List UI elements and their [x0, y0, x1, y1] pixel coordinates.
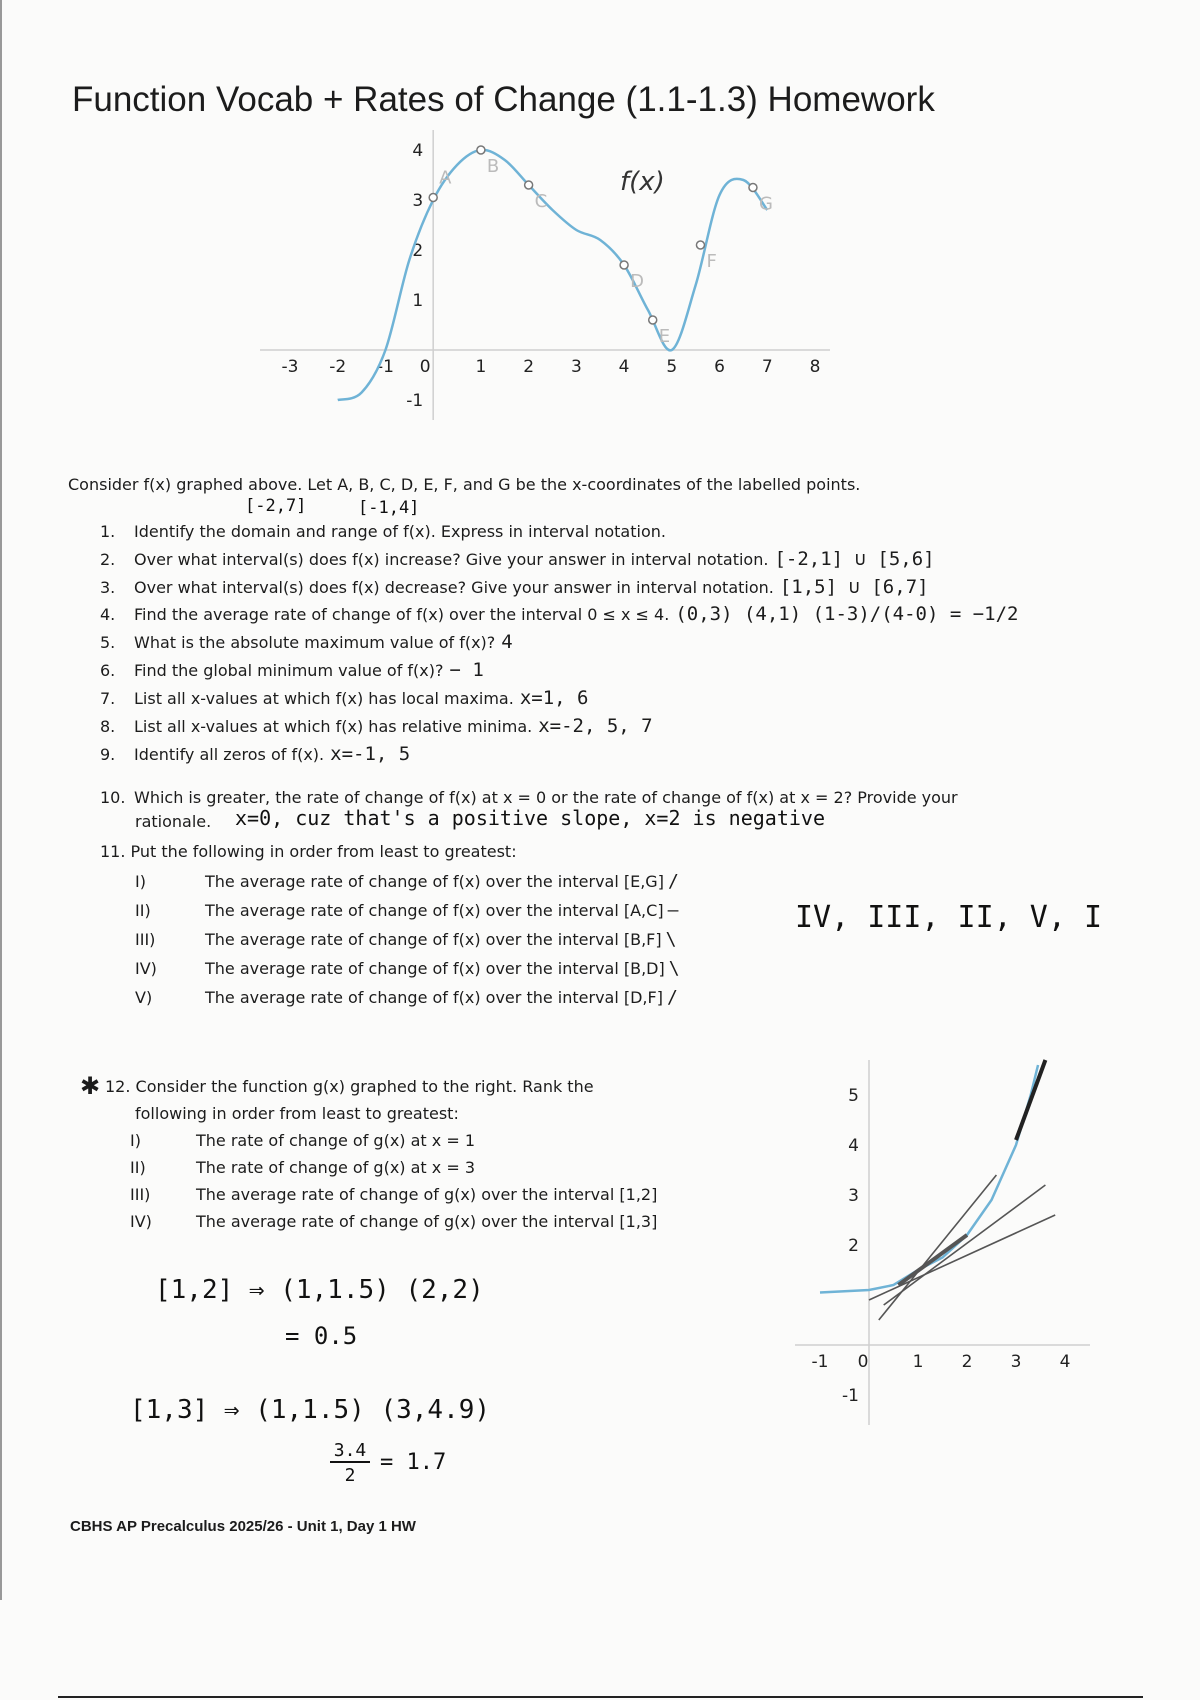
question-answer: x=-2, 5, 7 — [538, 715, 653, 737]
gx-tangent-scribbles — [869, 1060, 1055, 1320]
q11-answer: IV, III, II, V, I — [795, 900, 1103, 935]
footer-text: CBHS AP Precalculus 2025/26 - Unit 1, Day 1 HW — [70, 1518, 416, 1535]
fx-tick-labels — [282, 141, 821, 411]
q11-item-2 — [135, 900, 678, 921]
gx-x-tick: -1 — [811, 1352, 829, 1372]
question-answer: [-2,1] ∪ [5,6] — [774, 548, 935, 570]
question-text: Which is greater, the rate of change of f(x) at x = 0 or the rate of change of f(x) at x = 2? Provide your — [134, 788, 958, 807]
q12-item-roman: I) — [130, 1131, 141, 1150]
fx-x-tick: 8 — [809, 357, 821, 377]
handwritten-domain: [-2,7] — [245, 496, 307, 516]
q12-item-text: The rate of change of g(x) at x = 1 — [196, 1131, 475, 1150]
star-mark: ✱ — [80, 1072, 101, 1100]
fx-point-label: D — [630, 271, 644, 292]
page-left-edge — [0, 0, 2, 1600]
fx-point-label: B — [486, 156, 500, 177]
fx-x-tick: 3 — [570, 357, 582, 377]
fx-curve — [338, 150, 768, 400]
gx-y-tick: 2 — [848, 1236, 859, 1256]
handwritten-range: [-1,4] — [358, 498, 420, 518]
q11-item-mark: \ — [665, 929, 677, 950]
fx-y-tick: 4 — [412, 141, 424, 161]
question-text: Over what interval(s) does f(x) decrease? Give your answer in interval notation. — [134, 578, 774, 597]
q11-item-text: The average rate of change of f(x) over the interval [E,G] — [205, 872, 664, 891]
question-number: 9. — [100, 745, 116, 764]
gx-x-tick: 1 — [912, 1352, 924, 1372]
gx-graph — [795, 1050, 1095, 1430]
q12-item-text: The rate of change of g(x) at x = 3 — [196, 1158, 475, 1177]
question-text: List all x-values at which f(x) has local maxima. — [134, 689, 514, 708]
fx-x-tick: -1 — [376, 357, 394, 377]
fx-x-tick: 6 — [714, 357, 725, 377]
gx-y-tick: 4 — [848, 1136, 859, 1156]
q12-work2-denominator: 2 — [344, 1465, 356, 1486]
fx-y-tick: -1 — [406, 391, 424, 411]
question-6 — [100, 659, 484, 681]
fx-point-marker — [649, 316, 657, 324]
fx-y-tick: 3 — [412, 191, 424, 211]
question-number: 10. — [100, 788, 126, 807]
question-number: 2. — [100, 550, 116, 569]
fx-x-tick: 5 — [666, 357, 678, 377]
q12-work2-line1: [1,3] ⇒ (1,1.5) (3,4.9) — [130, 1395, 491, 1425]
q12-item-roman: IV) — [130, 1212, 152, 1231]
gx-pen-line — [869, 1215, 1055, 1300]
question-answer: x=-1, 5 — [330, 743, 411, 765]
q11-item-roman: I) — [135, 872, 146, 891]
question-number: 5. — [100, 633, 116, 652]
gx-y-tick: 5 — [848, 1086, 859, 1106]
q11-item-text: The average rate of change of f(x) over the interval [B,F] — [205, 930, 662, 949]
gx-y-tick: -1 — [842, 1386, 859, 1406]
question-9 — [100, 743, 410, 765]
question-text: What is the absolute maximum value of f(x)? — [134, 633, 496, 652]
question-number: 7. — [100, 689, 116, 708]
fx-point-label: C — [534, 191, 548, 212]
fx-y-tick: 1 — [412, 291, 424, 311]
fx-point-label: F — [706, 251, 717, 272]
q12-item-3 — [130, 1185, 657, 1204]
gx-pen-line — [1016, 1060, 1045, 1140]
question-text: List all x-values at which f(x) has relative minima. — [134, 717, 533, 736]
q11-item-text: The average rate of change of f(x) over the interval [D,F] — [205, 988, 663, 1007]
question-number: 8. — [100, 717, 116, 736]
question-answer: − 1 — [449, 659, 484, 681]
question-10 — [100, 786, 964, 808]
gx-x-tick: 2 — [961, 1352, 973, 1372]
question-3 — [100, 576, 929, 598]
fx-x-tick: 4 — [618, 357, 630, 377]
q11-item-roman: IV) — [135, 959, 157, 978]
q12-item-4 — [130, 1212, 657, 1231]
question-4 — [100, 603, 1018, 625]
fx-point-marker — [429, 194, 437, 202]
fx-point-marker — [749, 184, 757, 192]
q11-item-text: The average rate of change of f(x) over the interval [A,C] — [205, 901, 664, 920]
q11-item-5 — [135, 987, 678, 1008]
question-text: Find the average rate of change of f(x) over the interval 0 ≤ x ≤ 4. — [134, 605, 670, 624]
question-1 — [100, 520, 672, 542]
question-number: 3. — [100, 578, 116, 597]
q12-item-roman: II) — [130, 1158, 146, 1177]
q12-work2-numerator: 3.4 — [330, 1440, 370, 1463]
q11-item-mark: — — [667, 900, 679, 921]
bottom-rule — [58, 1696, 1143, 1698]
question-8 — [100, 715, 653, 737]
q11-item-roman: V) — [135, 988, 153, 1007]
question-answer: 4 — [501, 631, 513, 653]
fx-x-tick: 1 — [475, 357, 487, 377]
question-7 — [100, 687, 588, 709]
question-5 — [100, 631, 513, 653]
page-title: Function Vocab + Rates of Change (1.1-1.3) Homework — [72, 80, 935, 119]
question-text: Find the global minimum value of f(x)? — [134, 661, 444, 680]
fx-point-label: E — [658, 326, 671, 347]
gx-x-tick: 4 — [1059, 1352, 1071, 1372]
fx-x-tick: 0 — [419, 357, 431, 377]
fx-point-marker — [525, 181, 533, 189]
question-answer: [1,5] ∪ [6,7] — [779, 576, 929, 598]
fx-x-tick: -2 — [329, 357, 347, 377]
q11-item-roman: III) — [135, 930, 156, 949]
gx-x-tick: 3 — [1010, 1352, 1022, 1372]
fx-x-tick: -3 — [281, 357, 299, 377]
q11-item-text: The average rate of change of f(x) over the interval [B,D] — [205, 959, 665, 978]
q10-answer: x=0, cuz that's a positive slope, x=2 is negative — [235, 806, 826, 830]
gx-tick-labels — [812, 1086, 1071, 1406]
q12-item-text: The average rate of change of g(x) over the interval [1,3] — [196, 1212, 658, 1231]
fx-point-marker — [477, 146, 485, 154]
gx-pen-line — [884, 1185, 1046, 1305]
fx-title: f(x) — [620, 167, 665, 197]
q12-work1-line1: [1,2] ⇒ (1,1.5) (2,2) — [155, 1275, 484, 1305]
question-number: 4. — [100, 605, 116, 624]
fx-point-marker — [620, 261, 628, 269]
fx-point-marker — [696, 241, 704, 249]
gx-pen-line — [879, 1175, 997, 1320]
gx-x-tick: 0 — [857, 1352, 869, 1372]
q12-work1-line2: = 0.5 — [285, 1322, 358, 1350]
fx-point-label: G — [758, 193, 773, 215]
fx-graph — [260, 130, 900, 460]
q12-item-text: The average rate of change of g(x) over the interval [1,2] — [196, 1185, 658, 1204]
q11-item-1 — [135, 871, 679, 892]
fx-point-label: A — [439, 167, 452, 189]
question-number: 6. — [100, 661, 116, 680]
question-text: Identify all zeros of f(x). — [134, 745, 325, 764]
gx-y-tick: 3 — [848, 1186, 859, 1206]
q11-item-mark: / — [666, 987, 678, 1008]
q12-item-1 — [130, 1131, 475, 1150]
q11-item-mark: / — [667, 871, 679, 892]
fx-labelled-points — [429, 146, 773, 347]
question-2 — [100, 548, 935, 570]
question-number: 1. — [100, 522, 116, 541]
q11-item-4 — [135, 958, 680, 979]
q12-item-roman: III) — [130, 1185, 151, 1204]
q12-work2-result: = 1.7 — [380, 1450, 447, 1475]
q11-item-mark: \ — [668, 958, 680, 979]
question-answer: x=1, 6 — [519, 687, 589, 709]
fx-x-tick: 2 — [523, 357, 535, 377]
q11-prompt: 11. Put the following in order from least to greatest: — [100, 842, 517, 861]
q10-continuation: rationale. — [135, 812, 212, 831]
q11-item-3 — [135, 929, 676, 950]
fx-y-tick: 2 — [412, 241, 424, 261]
intro-text: Consider f(x) graphed above. Let A, B, C, D, E, F, and G be the x-coordinates of the labelled points. — [68, 475, 861, 494]
q12-line2: following in order from least to greatest: — [135, 1104, 459, 1123]
q12-line1: 12. Consider the function g(x) graphed to the right. Rank the — [105, 1077, 594, 1096]
fx-x-tick: 7 — [761, 357, 773, 377]
q11-item-roman: II) — [135, 901, 151, 920]
question-answer: (0,3) (4,1) (1-3)/(4-0) = −1/2 — [675, 603, 1019, 625]
q12-item-2 — [130, 1158, 475, 1177]
question-text: Over what interval(s) does f(x) increase? Give your answer in interval notation. — [134, 550, 769, 569]
question-text: Identify the domain and range of f(x). Express in interval notation. — [134, 522, 666, 541]
